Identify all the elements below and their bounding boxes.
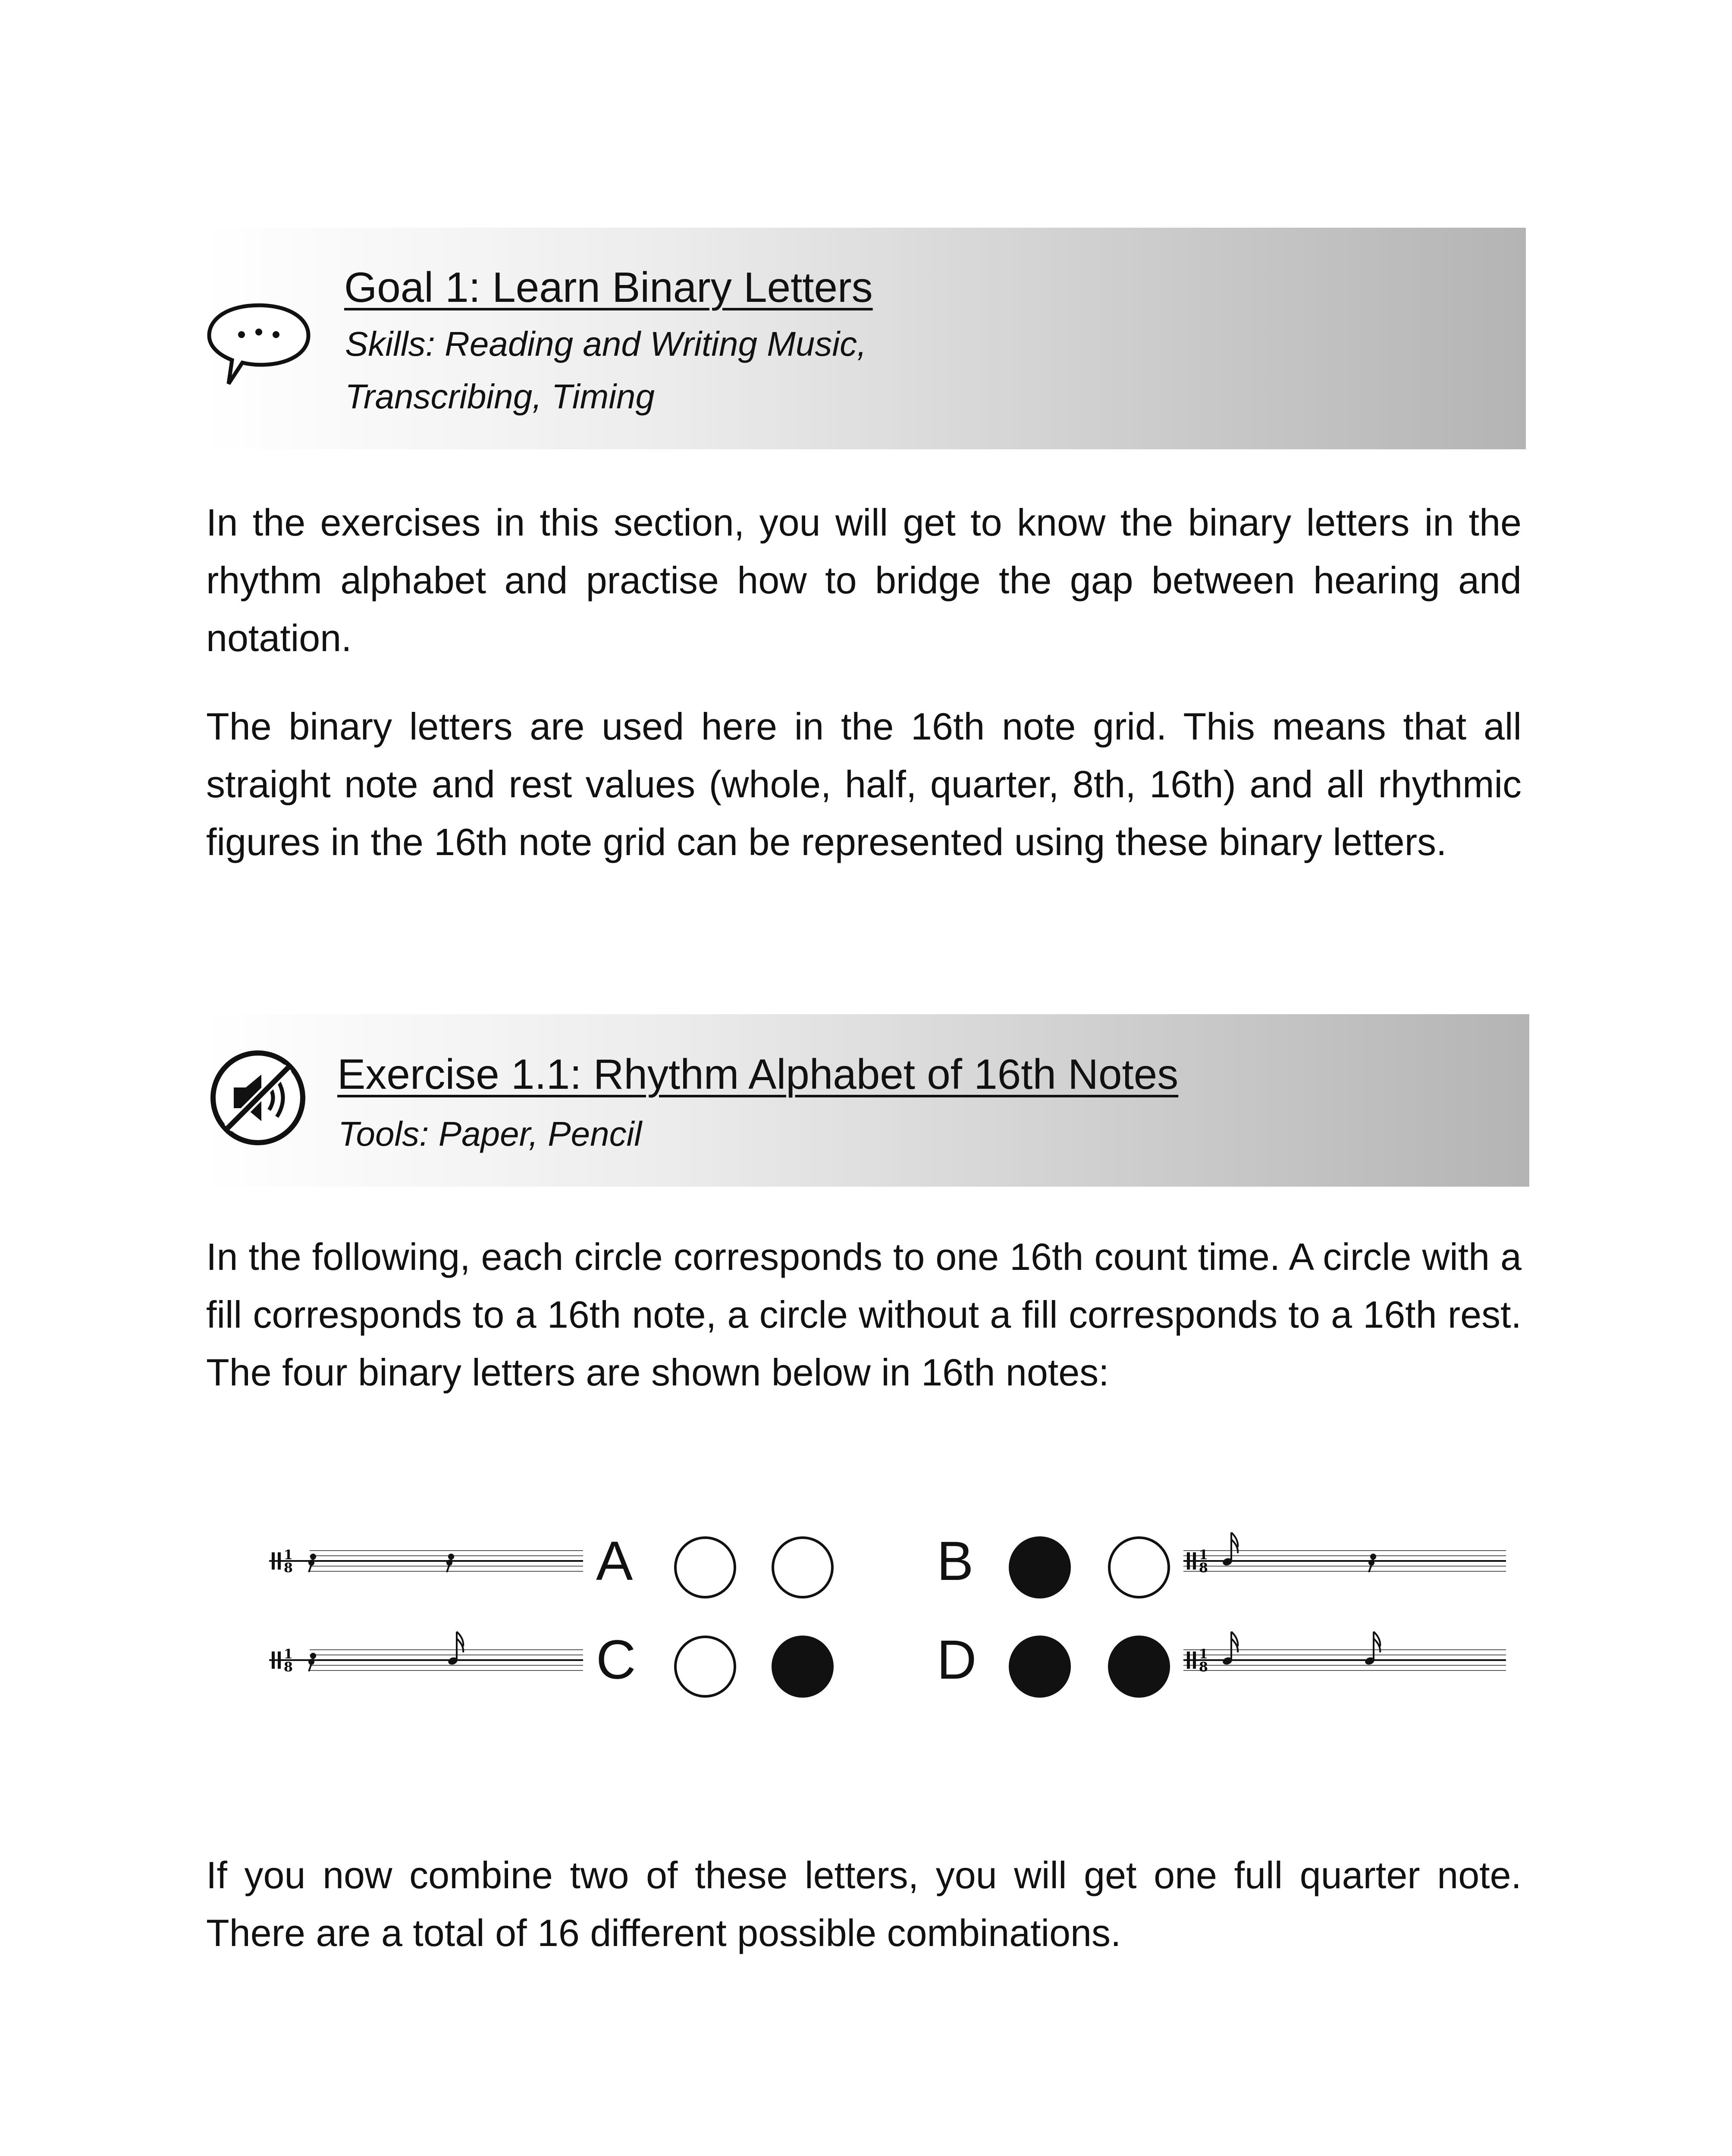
time-signature-top: 1 xyxy=(284,1647,293,1662)
sixteenth-rest-2 xyxy=(447,1554,453,1572)
staff-c xyxy=(267,1624,585,1693)
circle-b-1-filled xyxy=(1007,1535,1072,1600)
circle-c-1-empty xyxy=(673,1634,737,1699)
circle-d-1-filled xyxy=(1007,1634,1072,1699)
time-signature-top: 1 xyxy=(1199,1548,1208,1563)
intro-paragraph: In the exercises in this section, you will get to know the binary letters in the rhythm alphabet and practise how to bridge the gap between hearing and notation. xyxy=(206,501,1522,659)
goal-skills-line2: Transcribing, Timing xyxy=(345,377,655,416)
letter-a: A xyxy=(596,1530,633,1592)
time-signature-bottom: 8 xyxy=(284,1561,293,1576)
letter-c: C xyxy=(596,1629,636,1691)
staff-a xyxy=(267,1525,585,1594)
letter-b: B xyxy=(937,1530,974,1592)
combination-paragraph: If you now combine two of these letters, you will get one full quarter note. There are a total of 16 different possible combinations. xyxy=(206,1854,1522,1954)
grid-paragraph: The binary letters are used here in the 16th note grid. This means that all straight note and rest values (whole, half, quarter, 8th, 16th) and all rhythmic figures in the 16th note grid can be represented using these binary letters. xyxy=(206,705,1522,863)
circle-b-2-empty xyxy=(1107,1535,1171,1600)
exercise-title: Exercise 1.1: Rhythm Alphabet of 16th Notes xyxy=(337,1050,1179,1098)
circle-a-1-empty xyxy=(673,1535,737,1600)
goal-title: Goal 1: Learn Binary Letters xyxy=(344,263,873,311)
exercise-box xyxy=(206,1014,1529,1187)
sixteenth-rest xyxy=(309,1654,315,1671)
circle-d-2-filled xyxy=(1107,1634,1171,1699)
time-signature-bottom: 8 xyxy=(1199,1660,1208,1675)
letter-d: D xyxy=(937,1629,977,1691)
time-signature-bottom: 8 xyxy=(1199,1561,1208,1576)
sixteenth-rest xyxy=(1369,1554,1375,1572)
time-signature-bottom: 8 xyxy=(284,1660,293,1675)
staff-b xyxy=(1181,1525,1508,1594)
circle-c-2-filled xyxy=(770,1634,835,1699)
circle-a-2-empty xyxy=(770,1535,835,1600)
staff-d xyxy=(1181,1624,1508,1693)
speech-bubble-icon xyxy=(203,298,315,388)
circle-paragraph: In the following, each circle corresponds to one 16th count time. A circle with a fill corresponds to a 16th note, a circle without a fill corresponds to a 16th rest. The four binary letters are shown below in 16th notes: xyxy=(206,1235,1522,1394)
exercise-tools: Tools: Paper, Pencil xyxy=(338,1115,642,1153)
no-sound-icon xyxy=(208,1048,308,1148)
time-signature-top: 1 xyxy=(284,1548,293,1563)
sixteenth-rest-1 xyxy=(309,1554,315,1572)
time-signature-top: 1 xyxy=(1199,1647,1208,1662)
goal-skills-line1: Skills: Reading and Writing Music, xyxy=(345,325,867,363)
